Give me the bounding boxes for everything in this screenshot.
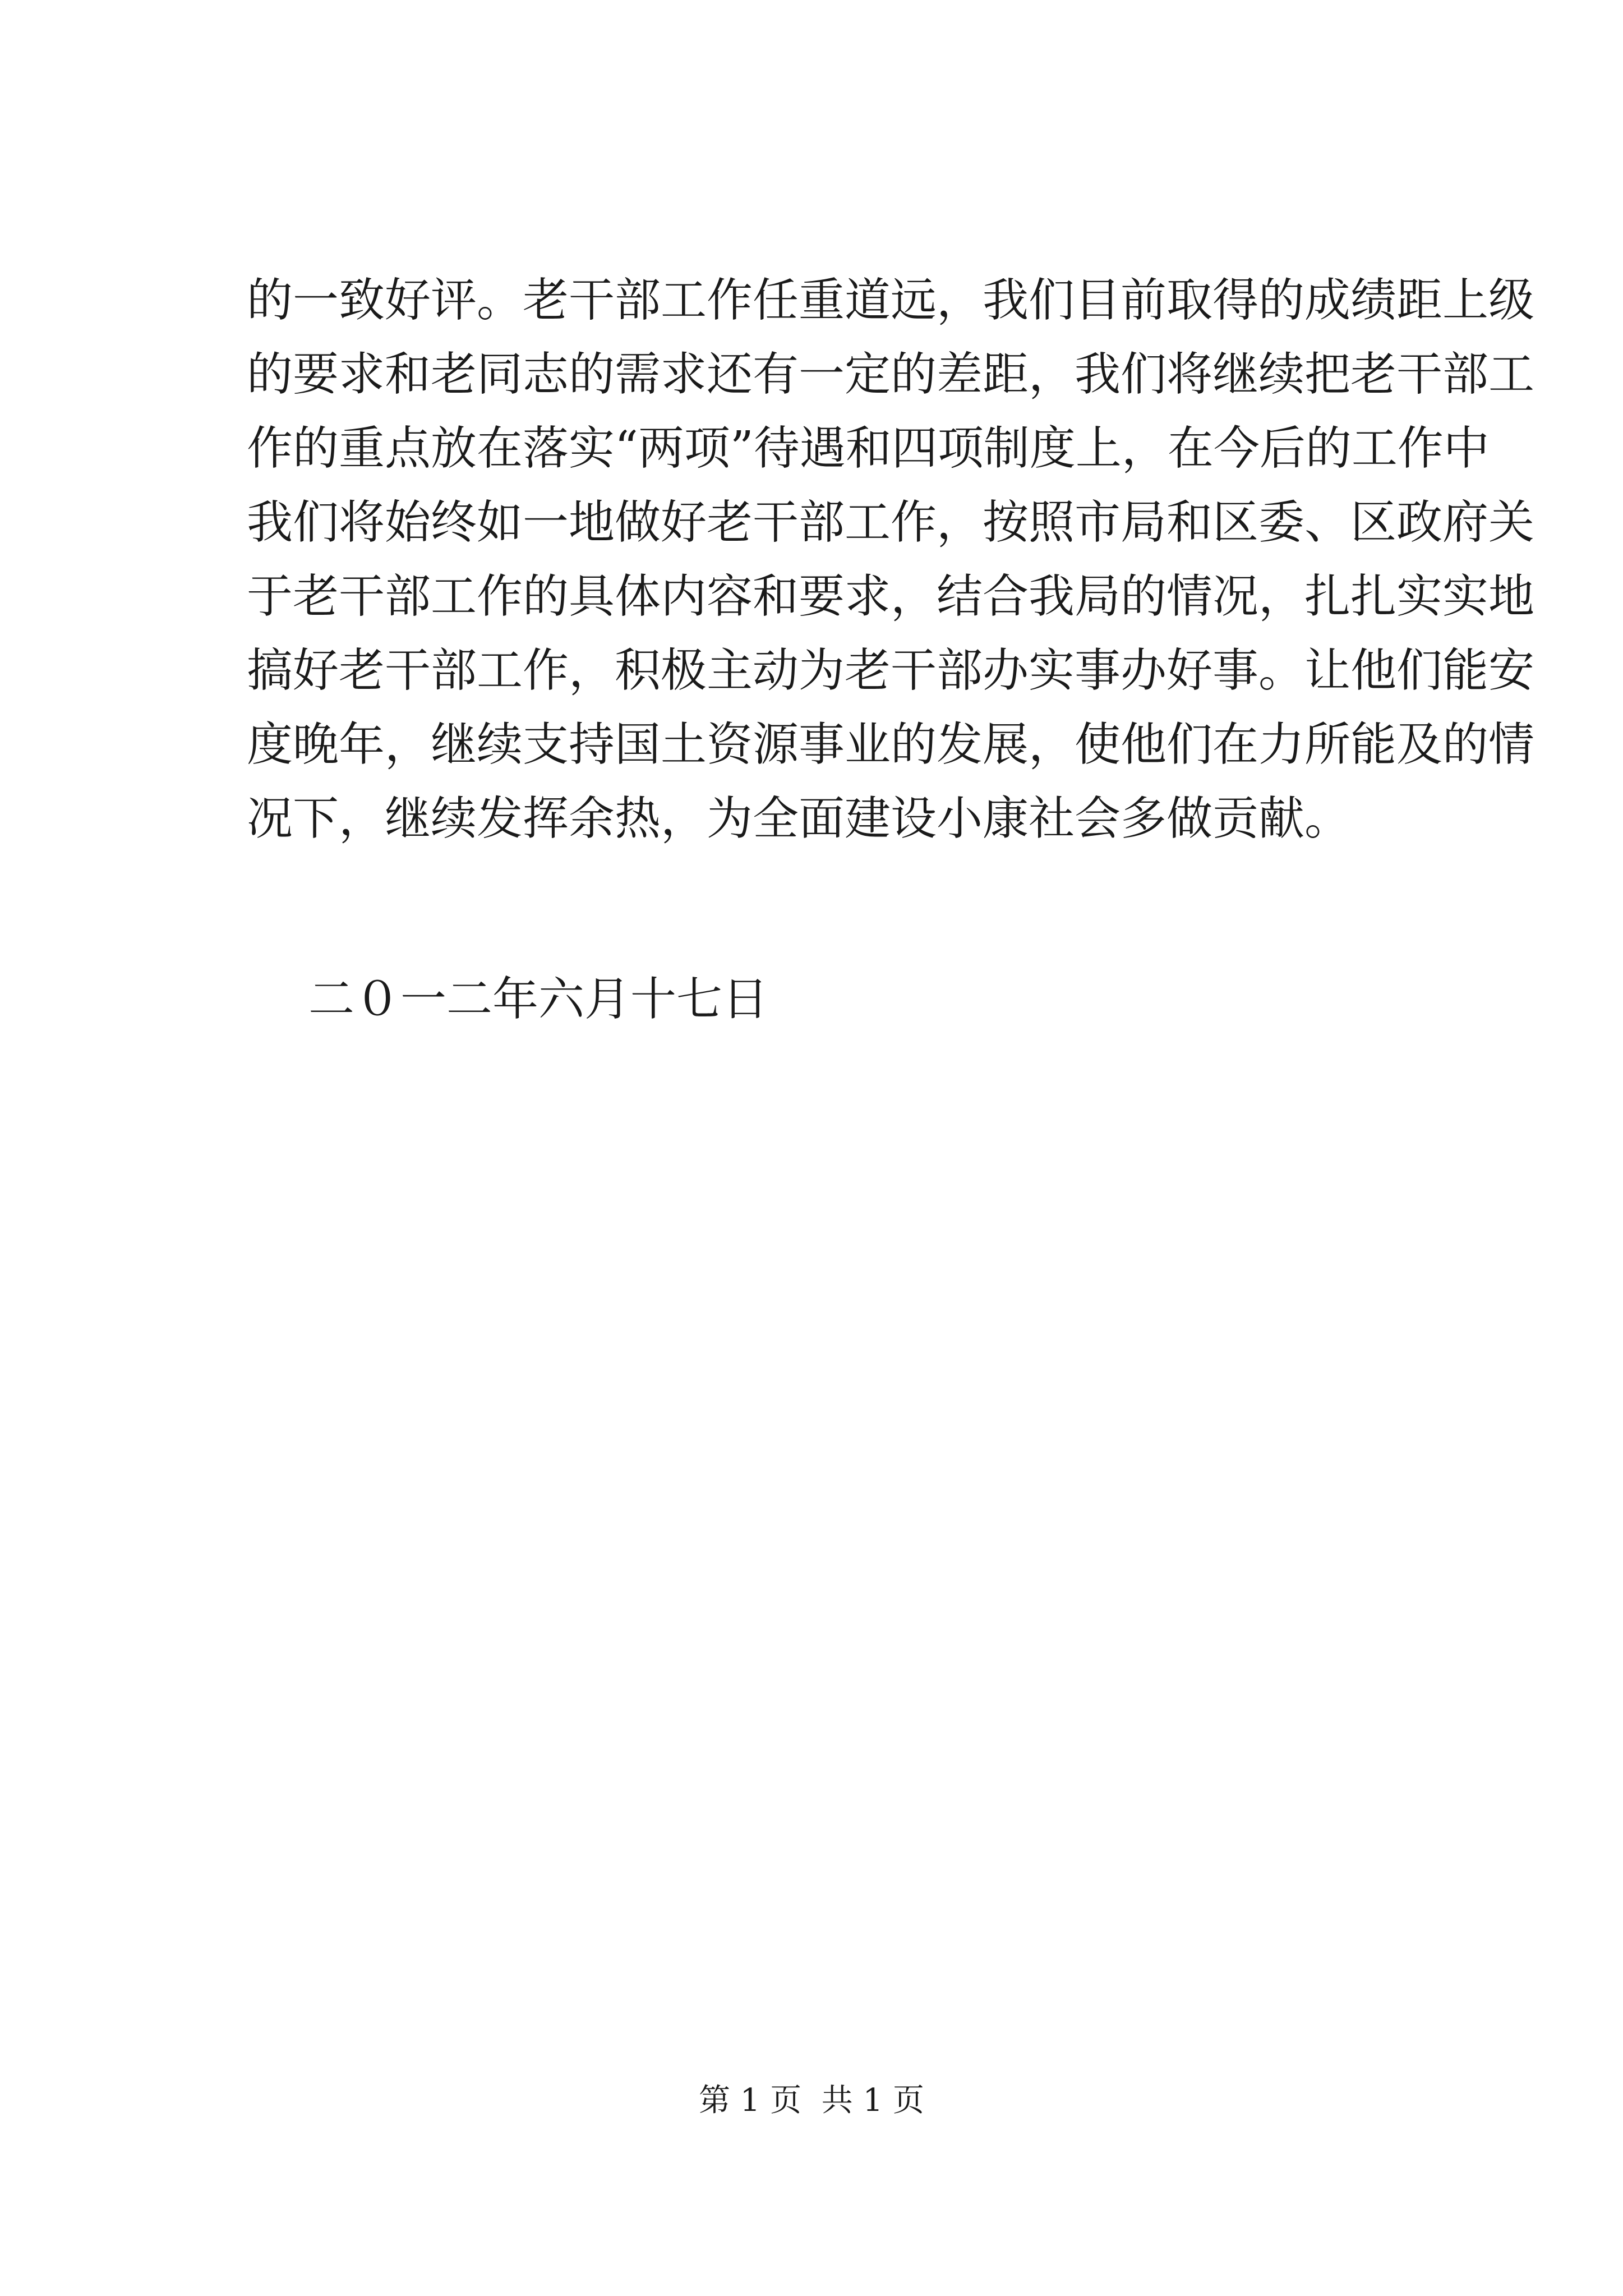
- paragraph-line-8: 况下，继续发挥余热，为全面建设小康社会多做贡献。: [247, 792, 1351, 845]
- paragraph-line-5: 于老干部工作的具体内容和要求，结合我局的情况，扎扎实实地: [247, 570, 1535, 623]
- document-date: 二０一二年六月十七日: [308, 973, 769, 1026]
- body-paragraph: [247, 264, 1535, 856]
- paragraph-line-1: 的一致好评。老干部工作任重道远，我们目前取得的成绩距上级: [247, 274, 1535, 327]
- page-footer: 第 1 页 共 1 页: [698, 2082, 925, 2119]
- paragraph-line-2: 的要求和老同志的需求还有一定的差距，我们将继续把老干部工: [247, 348, 1535, 401]
- paragraph-line-6: 搞好老干部工作，积极主动为老干部办实事办好事。让他们能安: [247, 644, 1535, 697]
- paragraph-line-7: 度晚年，继续支持国土资源事业的发展，使他们在力所能及的情: [247, 718, 1535, 771]
- paragraph-line-3: 作的重点放在落实“两项”待遇和四项制度上，在今后的工作中: [247, 422, 1490, 475]
- paragraph-line-4: 我们将始终如一地做好老干部工作，按照市局和区委、区政府关: [247, 496, 1535, 549]
